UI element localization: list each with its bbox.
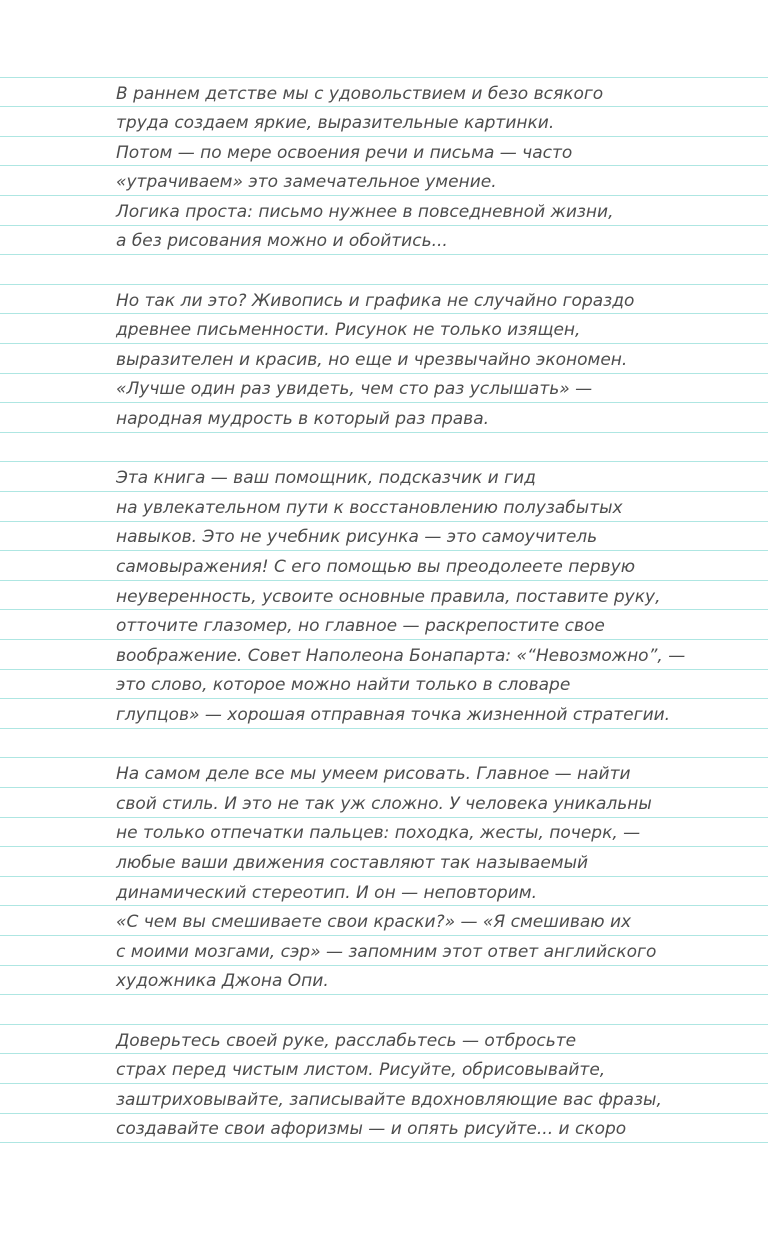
text-line: глупцов» — хорошая отправная точка жизненной стратегии. — [116, 704, 671, 725]
text-line: воображение. Совет Наполеона Бонапарта: «“Невозможно”, — — [116, 645, 686, 666]
blank-line — [116, 997, 756, 1027]
text-line: самовыражения! С его помощью вы преодолеете первую — [116, 557, 636, 577]
text-line: народная мудрость в который раз права. — [116, 409, 490, 430]
text-line: заштриховывайте, записывайте вдохновляющие вас фразы, — [116, 1089, 662, 1110]
text-line: неуверенность, усвоите основные правила, поставите руку, — [116, 586, 661, 607]
text-line: Потом — по мере освоения речи и письма — часто — [116, 142, 573, 163]
text-line: отточите глазомер, но главное — раскрепостите свое — [116, 616, 605, 637]
text-line: создавайте свои афоризмы — и опять рисуйте... и скоро — [116, 1119, 627, 1140]
text-line: на увлекательном пути к восстановлению полузабытых — [116, 497, 623, 518]
text-line: труда создаем яркие, выразительные картинки. — [116, 113, 555, 134]
text-line: Но так ли это? Живопись и графика не случайно гораздо — [116, 290, 635, 311]
text-line: В раннем детстве мы с удовольствием и безо всякого — [116, 83, 604, 104]
text-line: любые ваши движения составляют так называемый — [116, 852, 589, 873]
text-line: страх перед чистым листом. Рисуйте, обрисовывайте, — [116, 1060, 606, 1081]
blank-line — [116, 731, 756, 761]
text-line: Эта книга — ваш помощник, подсказчик и гид — [116, 468, 536, 489]
text-line: «утрачиваем» это замечательное умение. — [116, 172, 497, 193]
text-line: «Лучше один раз увидеть, чем сто раз услышать» — — [116, 379, 593, 400]
blank-line — [116, 435, 756, 465]
text-line: свой стиль. И это не так уж сложно. У человека уникальны — [116, 793, 652, 814]
text-line: не только отпечатки пальцев: походка, жесты, почерк, — — [116, 823, 641, 844]
text-line: Логика проста: письмо нужнее в повседневной жизни, — [116, 201, 614, 222]
text-line: «С чем вы смешиваете свои краски?» — «Я смешиваю их — [116, 912, 632, 933]
text-line: выразителен и красив, но еще и чрезвычайно экономен. — [116, 349, 628, 370]
text-line: Доверьтесь своей руке, расслабьтесь — отбросьте — [116, 1030, 577, 1051]
text-line: это слово, которое можно найти только в словаре — [116, 675, 571, 696]
handwritten-text-block — [116, 80, 756, 1145]
text-line: художника Джона Опи. — [116, 971, 329, 992]
text-line: с моими мозгами, сэр» — запомним этот ответ английского — [116, 941, 657, 962]
text-line: а без рисования можно и обойтись... — [116, 231, 448, 252]
text-line: древнее письменности. Рисунок не только изящен, — [116, 320, 581, 341]
text-line: навыков. Это не учебник рисунка — это самоучитель — [116, 527, 598, 548]
blank-line — [116, 257, 756, 287]
text-line: динамический стереотип. И он — неповторим. — [116, 882, 537, 903]
text-line: На самом деле все мы умеем рисовать. Главное — найти — [116, 764, 631, 785]
rule-line — [0, 77, 768, 78]
